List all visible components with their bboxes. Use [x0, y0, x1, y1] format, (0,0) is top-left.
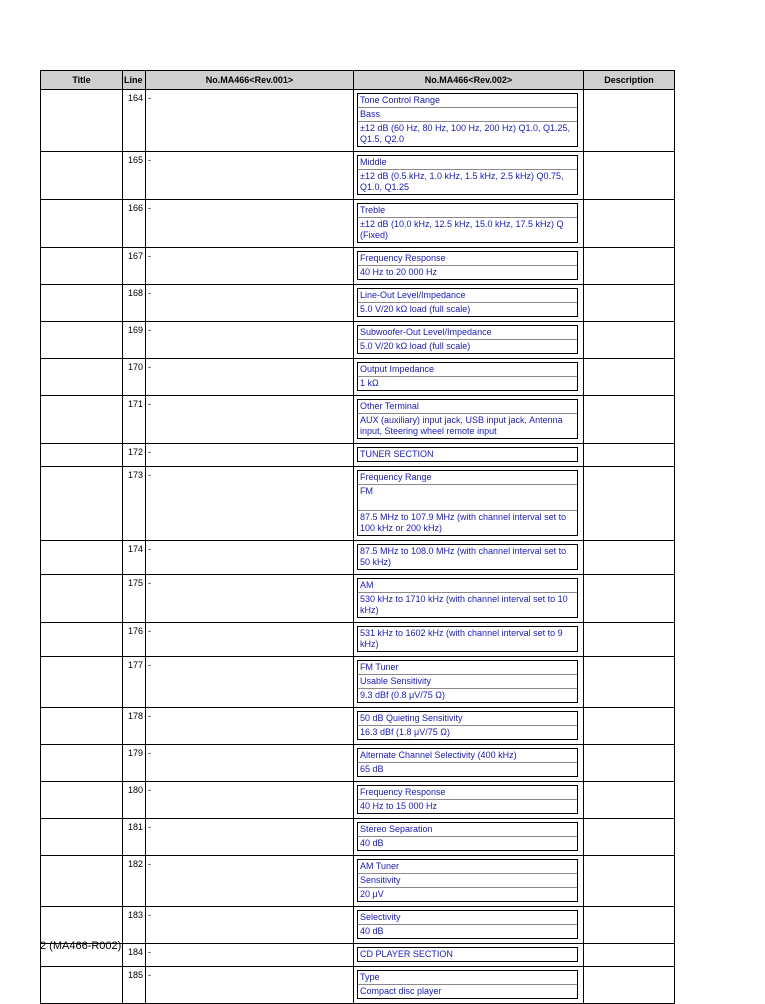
- description-cell: [584, 359, 675, 396]
- rev2-spec-line: 50 dB Quieting Sensitivity: [358, 712, 577, 726]
- rev1-cell: -: [146, 623, 354, 657]
- table-row: [41, 90, 675, 152]
- rev2-spec-line: TUNER SECTION: [360, 449, 434, 459]
- title-cell: [41, 575, 123, 623]
- rev2-spec-line: ±12 dB (10.0 kHz, 12.5 kHz, 15.0 kHz, 17.5 kHz) Q (Fixed): [360, 219, 564, 240]
- line-number-cell: 181: [123, 819, 146, 856]
- rev2-spec-line: FM Tuner: [358, 661, 577, 675]
- rev1-cell: -: [146, 541, 354, 575]
- rev1-cell: -: [146, 944, 354, 967]
- line-number-cell: 166: [123, 200, 146, 248]
- line-number-cell: 180: [123, 782, 146, 819]
- line-number-cell: 176: [123, 623, 146, 657]
- rev2-spec-line: 40 Hz to 15 000 Hz: [360, 801, 438, 811]
- rev2-spec-line: 87.5 MHz to 107.9 MHz (with channel interval set to 100 kHz or 200 kHz): [360, 512, 567, 533]
- rev2-spec-line: Tone Control Range: [358, 94, 577, 108]
- title-cell: [41, 967, 123, 1004]
- rev2-spec-line: Frequency Response: [358, 252, 577, 266]
- col-header-line: Line: [123, 71, 146, 90]
- title-cell: [41, 285, 123, 322]
- col-header-description: Description: [584, 71, 675, 90]
- rev2-cell: [354, 90, 584, 152]
- title-cell: [41, 541, 123, 575]
- description-cell: [584, 907, 675, 944]
- title-cell: [41, 745, 123, 782]
- rev2-cell: [354, 944, 584, 967]
- rev1-cell: -: [146, 322, 354, 359]
- rev2-spec-box: [357, 910, 578, 939]
- line-number-cell: 170: [123, 359, 146, 396]
- rev2-spec-box: [357, 711, 578, 740]
- description-cell: [584, 623, 675, 657]
- line-number-cell: 172: [123, 444, 146, 467]
- rev2-spec-line: 40 dB: [360, 838, 384, 848]
- rev2-spec-box: [357, 859, 578, 902]
- description-cell: [584, 248, 675, 285]
- line-number-cell: 168: [123, 285, 146, 322]
- rev2-spec-line: 16.3 dBf (1.8 μV/75 Ω): [360, 727, 450, 737]
- rev2-spec-box: [357, 578, 578, 618]
- rev2-cell: [354, 745, 584, 782]
- rev2-cell: [354, 285, 584, 322]
- table-row: [41, 856, 675, 907]
- table-row: [41, 541, 675, 575]
- rev2-spec-line: ±12 dB (0.5 kHz, 1.0 kHz, 1.5 kHz, 2.5 kHz) Q0.75, Q1.0, Q1.25: [360, 171, 564, 192]
- line-number-cell: 165: [123, 152, 146, 200]
- rev2-spec-line: AUX (auxiliary) input jack, USB input jack, Antenna input, Steering wheel remote input: [360, 415, 563, 436]
- rev2-spec-line: 531 kHz to 1602 kHz (with channel interval set to 9 kHz): [360, 628, 563, 649]
- description-cell: [584, 944, 675, 967]
- table-row: [41, 285, 675, 322]
- rev1-cell: -: [146, 248, 354, 285]
- description-cell: [584, 782, 675, 819]
- rev2-cell: [354, 467, 584, 541]
- rev1-cell: -: [146, 467, 354, 541]
- description-cell: [584, 856, 675, 907]
- rev2-spec-line: Frequency Range: [358, 471, 577, 485]
- rev2-cell: [354, 444, 584, 467]
- line-number-cell: 169: [123, 322, 146, 359]
- rev1-cell: -: [146, 967, 354, 1004]
- rev1-cell: -: [146, 708, 354, 745]
- rev2-spec-line: 5.0 V/20 kΩ load (full scale): [360, 304, 471, 314]
- table-row: [41, 396, 675, 444]
- rev2-spec-box: [357, 203, 578, 243]
- revision-table: [40, 70, 675, 1004]
- table-row: [41, 359, 675, 396]
- rev2-cell: [354, 907, 584, 944]
- rev2-spec-box: [357, 288, 578, 317]
- rev2-spec-line: 40 dB: [360, 926, 384, 936]
- rev2-cell: [354, 359, 584, 396]
- title-cell: [41, 819, 123, 856]
- rev2-spec-line: 5.0 V/20 kΩ load (full scale): [360, 341, 471, 351]
- title-cell: [41, 907, 123, 944]
- table-row: [41, 657, 675, 708]
- rev2-cell: [354, 819, 584, 856]
- rev2-spec-line: Compact disc player: [360, 986, 442, 996]
- rev1-cell: -: [146, 745, 354, 782]
- line-number-cell: 174: [123, 541, 146, 575]
- rev2-spec-box: [357, 748, 578, 777]
- rev2-spec-line: 20 μV: [360, 889, 384, 899]
- description-cell: [584, 657, 675, 708]
- line-number-cell: 173: [123, 467, 146, 541]
- rev2-spec-box: [357, 626, 578, 652]
- rev1-cell: -: [146, 285, 354, 322]
- rev2-spec-line: 530 kHz to 1710 kHz (with channel interval set to 10 kHz): [360, 594, 568, 615]
- description-cell: [584, 322, 675, 359]
- rev2-spec-box: [357, 155, 578, 195]
- rev1-cell: -: [146, 396, 354, 444]
- rev2-cell: [354, 248, 584, 285]
- rev2-spec-line: Frequency Response: [358, 786, 577, 800]
- line-number-cell: 182: [123, 856, 146, 907]
- description-cell: [584, 444, 675, 467]
- rev1-cell: -: [146, 90, 354, 152]
- rev2-cell: [354, 657, 584, 708]
- rev2-cell: [354, 782, 584, 819]
- rev2-spec-line: Line-Out Level/Impedance: [358, 289, 577, 303]
- rev2-spec-box: [357, 660, 578, 703]
- description-cell: [584, 285, 675, 322]
- rev2-spec-line: Alternate Channel Selectivity (400 kHz): [358, 749, 577, 763]
- rev2-cell: [354, 856, 584, 907]
- rev2-spec-box: [357, 251, 578, 280]
- line-number-cell: 177: [123, 657, 146, 708]
- table-row: [41, 200, 675, 248]
- title-cell: [41, 782, 123, 819]
- rev2-spec-line: Bass: [358, 108, 577, 122]
- rev2-cell: [354, 623, 584, 657]
- rev2-spec-box: [357, 362, 578, 391]
- title-cell: [41, 856, 123, 907]
- description-cell: [584, 708, 675, 745]
- rev2-spec-line: Stereo Separation: [358, 823, 577, 837]
- title-cell: [41, 359, 123, 396]
- line-number-cell: 179: [123, 745, 146, 782]
- table-row: [41, 575, 675, 623]
- title-cell: [41, 200, 123, 248]
- description-cell: [584, 90, 675, 152]
- rev2-cell: [354, 396, 584, 444]
- description-cell: [584, 200, 675, 248]
- table-row: [41, 708, 675, 745]
- rev2-spec-line: AM Tuner: [358, 860, 577, 874]
- rev2-spec-box: [357, 822, 578, 851]
- rev2-spec-box: [357, 970, 578, 999]
- table-row: [41, 444, 675, 467]
- header-row: [41, 71, 675, 90]
- title-cell: [41, 152, 123, 200]
- description-cell: [584, 467, 675, 541]
- description-cell: [584, 152, 675, 200]
- rev2-spec-box: [357, 785, 578, 814]
- rev2-spec-line: ±12 dB (60 Hz, 80 Hz, 100 Hz, 200 Hz) Q1.0, Q1.25, Q1.5, Q2.0: [360, 123, 571, 144]
- line-number-cell: 184: [123, 944, 146, 967]
- rev1-cell: -: [146, 782, 354, 819]
- rev2-spec-line: 40 Hz to 20 000 Hz: [360, 267, 438, 277]
- rev2-cell: [354, 322, 584, 359]
- line-number-cell: 164: [123, 90, 146, 152]
- rev2-spec-line: CD PLAYER SECTION: [360, 949, 453, 959]
- rev2-cell: [354, 541, 584, 575]
- col-header-title: Title: [41, 71, 123, 90]
- description-cell: [584, 396, 675, 444]
- rev1-cell: -: [146, 152, 354, 200]
- table-row: [41, 745, 675, 782]
- title-cell: [41, 708, 123, 745]
- rev2-spec-box: [357, 399, 578, 439]
- rev1-cell: -: [146, 657, 354, 708]
- rev2-spec-line: AM: [358, 579, 577, 593]
- rev2-spec-line: Treble: [358, 204, 577, 218]
- rev2-cell: [354, 967, 584, 1004]
- rev2-spec-line: Middle: [358, 156, 577, 170]
- rev2-spec-line: 9.3 dBf (0.8 μV/75 Ω): [360, 690, 445, 700]
- line-number-cell: 171: [123, 396, 146, 444]
- rev2-spec-line: Other Terminal: [358, 400, 577, 414]
- table-row: [41, 907, 675, 944]
- table-body: [41, 90, 675, 1004]
- table-row: [41, 152, 675, 200]
- table-row: [41, 623, 675, 657]
- col-header-rev1: No.MA466<Rev.001>: [146, 71, 354, 90]
- rev1-cell: -: [146, 444, 354, 467]
- title-cell: [41, 467, 123, 541]
- rev2-cell: [354, 200, 584, 248]
- rev2-spec-box: [357, 470, 578, 536]
- table-row: [41, 248, 675, 285]
- rev2-cell: [354, 708, 584, 745]
- title-cell: [41, 444, 123, 467]
- title-cell: [41, 657, 123, 708]
- rev2-cell: [354, 575, 584, 623]
- table-row: [41, 967, 675, 1004]
- line-number-cell: 178: [123, 708, 146, 745]
- description-cell: [584, 819, 675, 856]
- rev1-cell: -: [146, 359, 354, 396]
- line-number-cell: 175: [123, 575, 146, 623]
- rev2-spec-line: Output Impedance: [358, 363, 577, 377]
- line-number-cell: 167: [123, 248, 146, 285]
- description-cell: [584, 745, 675, 782]
- rev1-cell: -: [146, 907, 354, 944]
- title-cell: [41, 322, 123, 359]
- rev2-spec-line: Usable Sensitivity: [358, 675, 577, 689]
- rev2-spec-box: [357, 544, 578, 570]
- rev2-spec-box: [357, 947, 578, 962]
- title-cell: [41, 623, 123, 657]
- table-row: [41, 944, 675, 967]
- page-footer: 2 (MA466-R002): [40, 940, 122, 952]
- rev1-cell: -: [146, 575, 354, 623]
- rev1-cell: -: [146, 856, 354, 907]
- rev2-spec-line: 65 dB: [360, 764, 384, 774]
- description-cell: [584, 575, 675, 623]
- rev2-cell: [354, 152, 584, 200]
- rev2-spec-box: [357, 93, 578, 147]
- line-number-cell: 183: [123, 907, 146, 944]
- rev2-spec-line: Type: [358, 971, 577, 985]
- rev2-spec-line: Selectivity: [358, 911, 577, 925]
- rev2-spec-box: [357, 325, 578, 354]
- table-row: [41, 322, 675, 359]
- title-cell: [41, 90, 123, 152]
- rev2-spec-line: Subwoofer-Out Level/Impedance: [358, 326, 577, 340]
- rev2-spec-line: 87.5 MHz to 108.0 MHz (with channel interval set to 50 kHz): [360, 546, 567, 567]
- rev2-spec-line: FM: [358, 485, 577, 511]
- table-row: [41, 819, 675, 856]
- table-row: [41, 467, 675, 541]
- col-header-rev2: No.MA466<Rev.002>: [354, 71, 584, 90]
- title-cell: [41, 396, 123, 444]
- rev2-spec-box: [357, 447, 578, 462]
- description-cell: [584, 967, 675, 1004]
- rev1-cell: -: [146, 819, 354, 856]
- description-cell: [584, 541, 675, 575]
- rev2-spec-line: Sensitivity: [358, 874, 577, 888]
- line-number-cell: 185: [123, 967, 146, 1004]
- rev2-spec-line: 1 kΩ: [360, 378, 379, 388]
- title-cell: [41, 248, 123, 285]
- table-row: [41, 782, 675, 819]
- rev1-cell: -: [146, 200, 354, 248]
